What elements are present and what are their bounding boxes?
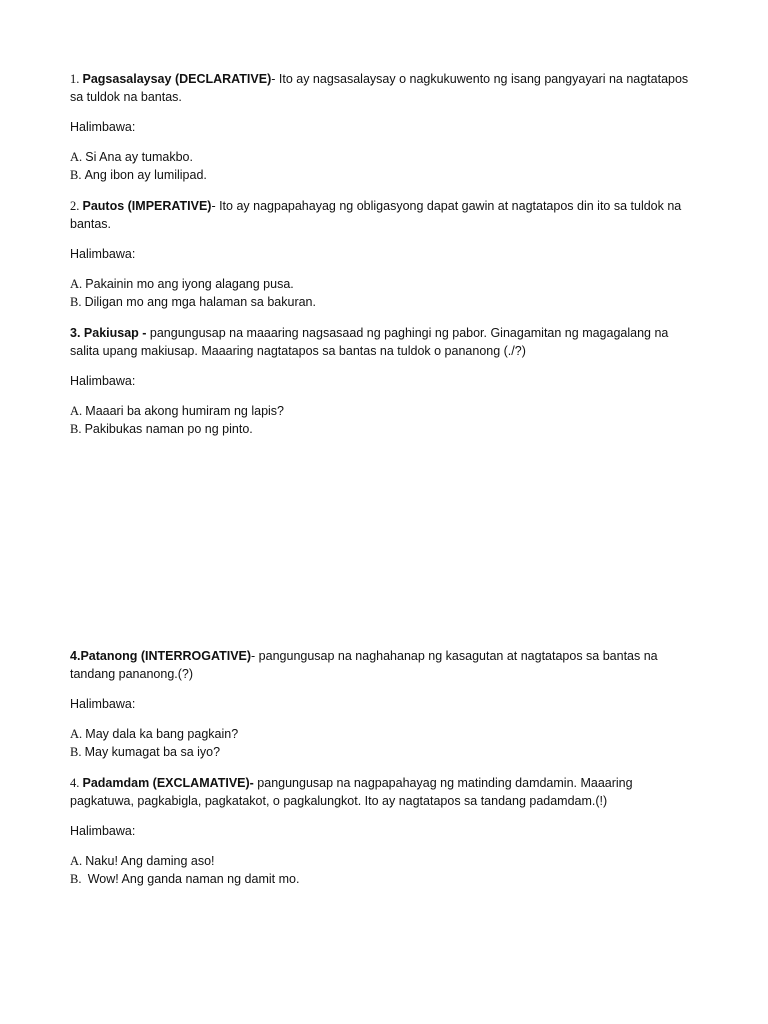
- item-number: 4.: [70, 649, 81, 663]
- example-item: B. Ang ibon ay lumilipad.: [70, 168, 207, 182]
- term-title: Patanong (INTERROGATIVE): [80, 649, 252, 663]
- item-number: 1.: [70, 72, 83, 86]
- example-item: A. Maaari ba akong humiram ng lapis?: [70, 404, 284, 418]
- item-number: 2.: [70, 199, 83, 213]
- term-title: Pakiusap -: [83, 326, 150, 340]
- item-number: 3.: [70, 326, 84, 340]
- definition-interrogative: [70, 647, 698, 683]
- definition-imperative: [70, 197, 698, 233]
- example-item: B. Wow! Ang ganda naman ng damit mo.: [70, 872, 300, 886]
- example-item: A. May dala ka bang pagkain?: [70, 727, 239, 741]
- example-item: A. Pakainin mo ang iyong alagang pusa.: [70, 277, 294, 291]
- definition-text: pangungusap na nagpapahayag ng matinding damdamin. Maaaring pagkatuwa, pagkabigla, pagkatakot, o pagkalungkot. Ito ay nagtatapos sa tandang padamdam.(!): [70, 776, 633, 808]
- example-label: Halimbawa:: [70, 374, 136, 388]
- item-number: 4.: [70, 776, 83, 790]
- example-item: B. Pakibukas naman po ng pinto.: [70, 422, 253, 436]
- example-label: Halimbawa:: [70, 824, 136, 838]
- term-title: Pautos (IMPERATIVE): [82, 199, 212, 213]
- example-item: A. Naku! Ang daming aso!: [70, 854, 215, 868]
- term-title: Padamdam (EXCLAMATIVE)-: [82, 776, 254, 790]
- blank-space: [70, 438, 698, 647]
- example-item: B. May kumagat ba sa iyo?: [70, 745, 221, 759]
- example-item: B. Diligan mo ang mga halaman sa bakuran.: [70, 295, 316, 309]
- term-title: Pagsasalaysay (DECLARATIVE): [82, 72, 272, 86]
- document-page: [70, 70, 698, 888]
- example-label: Halimbawa:: [70, 247, 136, 261]
- example-label: Halimbawa:: [70, 120, 136, 134]
- definition-pakiusap: [70, 324, 698, 360]
- example-item: A. Si Ana ay tumakbo.: [70, 150, 193, 164]
- definition-exclamative: [70, 774, 698, 810]
- definition-text: - Ito ay nagsasalaysay o nagkukuwento ng isang pangyayari na nagtatapos sa tuldok na bantas.: [70, 72, 689, 104]
- definition-text: - Ito ay nagpapahayag ng obligasyong dapat gawin at nagtatapos din ito sa tuldok na bantas.: [70, 199, 682, 231]
- definition-declarative: [70, 70, 698, 106]
- example-label: Halimbawa:: [70, 697, 136, 711]
- definition-text: - pangungusap na naghahanap ng kasagutan at nagtatapos sa bantas na tandang pananong.(?): [70, 649, 658, 681]
- definition-text: pangungusap na maaaring nagsasaad ng paghingi ng pabor. Ginagamitan ng magagalang na salita upang makiusap. Maaaring nagtatapos sa bantas na tuldok o pananong (./?): [70, 326, 669, 358]
